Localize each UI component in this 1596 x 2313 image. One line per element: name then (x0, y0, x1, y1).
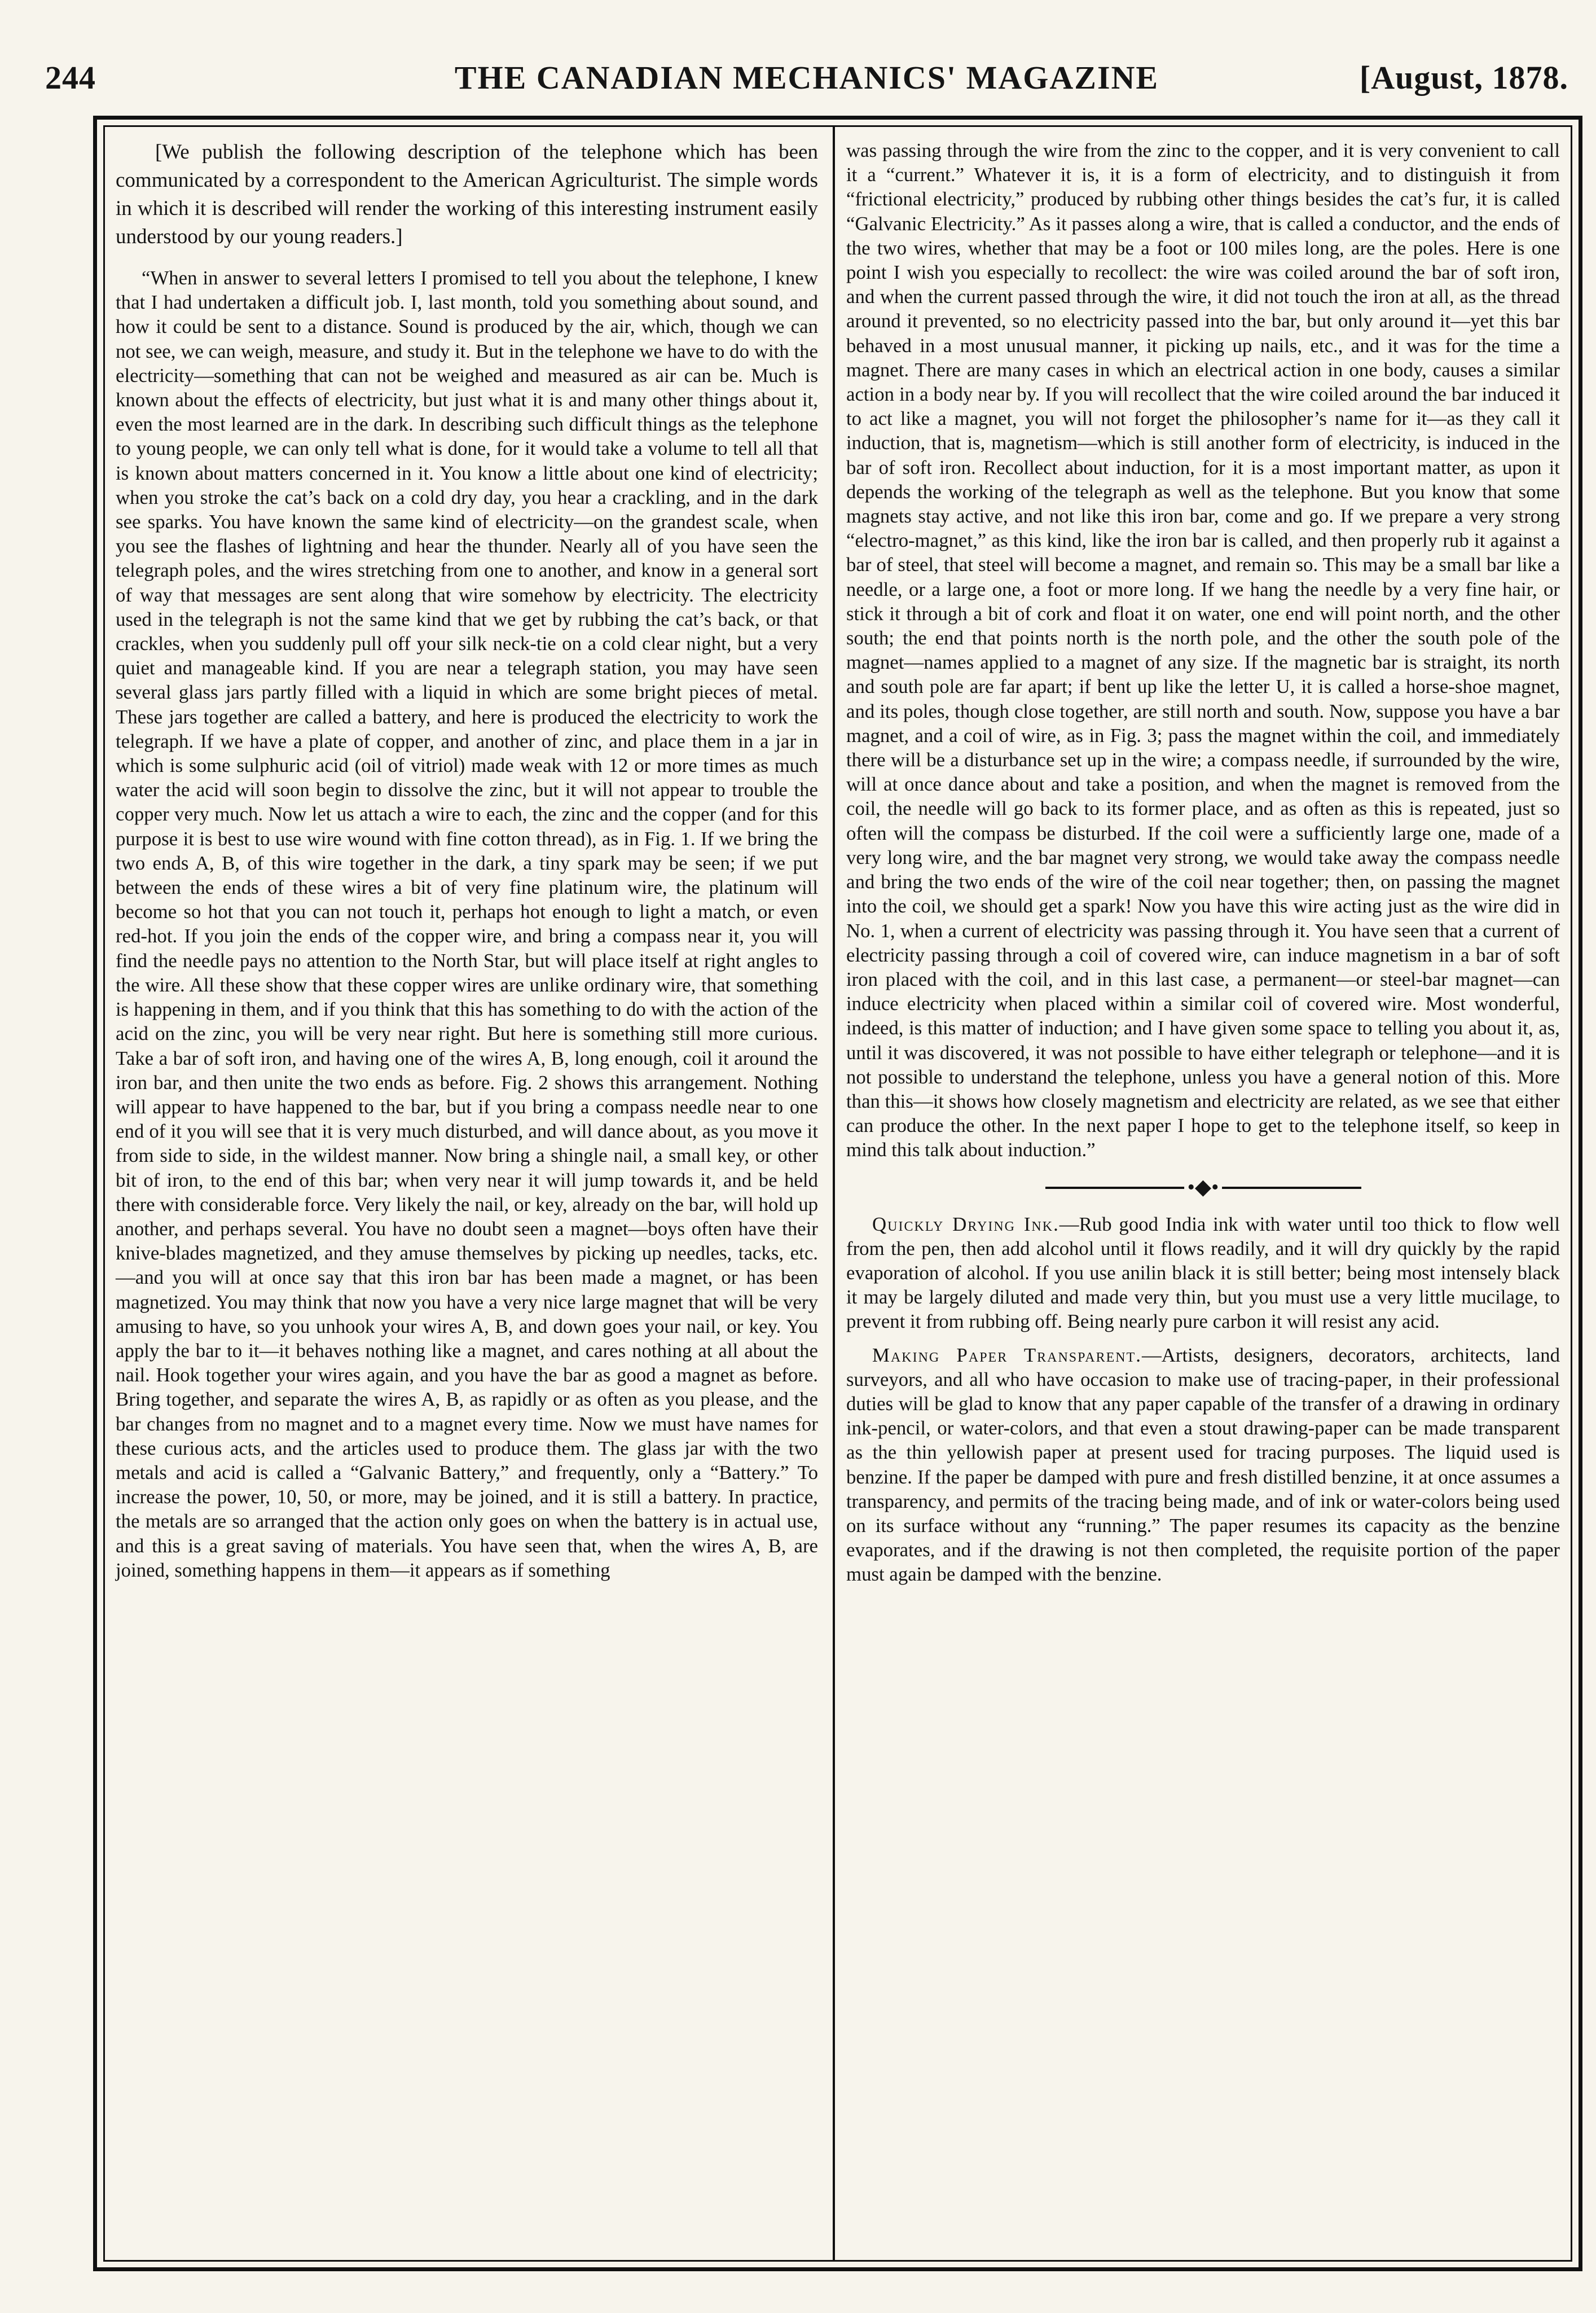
transparent-paper-heading: Making Paper Transparent. (872, 1344, 1142, 1366)
transparent-paper-note (846, 1343, 1560, 1587)
telephone-article-part-2: was passing through the wire from the zinc to the copper, and it is very convenient to call it a “current.” Whatever it is, it is a form of electricity, and to distinguish it from “frictional electricity,” produced by rubbing other things besides the cat’s fur, it is called “Galvanic Electricity.” As it passes along a wire, that is called a conductor, and the ends of the two wires, whether that may be a foot or 100 miles long, are the poles. Here is one point I wish you especially to recollect: the wire was coiled around the bar of soft iron, and when the current passed through the wire, it did not touch the iron at all, as the thread around it prevented, so no electricity passed into the bar, but only around it—yet this bar behaved in a most unusual manner, it picking up nails, etc., and it was for the time a magnet. There are many cases in which an electrical action in one body, causes a similar action in a body near by. If you will recollect that the wire coiled around the bar induced it to act like a magnet, you will not forget the philosopher’s name for it—as they call it induction, that is, magnetism—which is still another form of electricity, is induced in the bar of soft iron. Recollect about induction, for it is a most important matter, as upon it depends the working of the telegraph as well as the telephone. But you know that some magnets stay active, and not like this iron bar, come and go. If we prepare a very strong “electro-magnet,” as this kind, like the iron bar is called, and then properly rub it against a bar of steel, that steel will become a magnet, and remain so. This may be a small bar like a needle, or a large one, a foot or more long. If we hang the needle by a very fine hair, or stick it through a bit of cork and float it on water, one end will point north, and the other south; the end that points north is the north pole, and the other the south pole of the magnet—names applied to a magnet of any size. If the magnetic bar is straight, its north and south pole are far apart; if bent up like the letter U, it is called a horse-shoe magnet, and its poles, though close together, are still north and south. Now, suppose you have a bar magnet, and a coil of wire, as in Fig. 3; pass the magnet within the coil, and immediately there will be a disturbance set up in the wire; a compass needle, if surrounded by the wire, will at once dance about and take a position, and when the magnet is removed from the coil, the needle will go back to its former place, and as often as this is repeated, just so often will the compass be disturbed. If the coil were a sufficiently large one, made of a very long wire, and the bar magnet very strong, we would take away the compass needle and bring the two ends of the wire of the coil near together; then, on passing the magnet into the coil, we should get a spark! Now you have this wire acting just as the wire did in No. 1, when a current of electricity was passing through it. You have seen that a current of electricity passing through a coil of covered wire, can induce magnetism in a bar of soft iron placed with the coil, and in this last case, a permanent—or steel-bar magnet—can induce electricity when placed within a similar coil of covered wire. Most wonderful, indeed, is this matter of induction; and I have given some space to telling you about it, as, until it was discovered, it was not possible to have either telegraph or telephone—and it is not possible to understand the telephone, unless you have a general notion of this. More than this—it shows how closely magnetism and electricity are related, as we see that either can produce the other. In the next paper I hope to get to the telephone itself, so keep in mind this talk about induction.” (846, 139, 1560, 1161)
left-column (116, 138, 818, 1582)
spacer (846, 1334, 1560, 1343)
editor-note: [We publish the following description of the telephone which has been communicated by a correspondent to the American Agriculturist. The simple words in which it is described will render the working of this interesting instrument easily understood by our young readers.] (116, 141, 818, 248)
drying-ink-heading: Quickly Drying Ink. (872, 1213, 1059, 1235)
right-column (846, 138, 1560, 1587)
drying-ink-text: —Rub good India ink with water until too thick to flow well from the pen, then add alcohol until it flows readily, and it will dry quickly by the rapid evaporation of alcohol. If you use anilin black it is still better; being most intensely black it may be largely diluted and made very thin, but you must use a very little mucilage, to prevent it from rubbing off. Being nearly pure carbon it will resist any acid. (846, 1213, 1560, 1333)
column-divider (833, 125, 835, 2262)
magazine-title: THE CANADIAN MECHANICS' MAGAZINE (454, 59, 1159, 96)
drying-ink-note (846, 1212, 1560, 1334)
telephone-article-part-1: “When in answer to several letters I promised to tell you about the telephone, I knew that I had undertaken a difficult job. I, last month, told you something about sound, and how it could be sent to a distance. Sound is produced by the air, which, though we can not see, we can weigh, measure, and study it. But in the telephone we have to do with the electricity—something that can not be weighed and measured as air can be. Much is known about the effects of electricity, but just what it is and many other things about it, even the most learned are in the dark. In describing such difficult things as the telephone to young people, we can only tell what is done, for it would take a volume to tell all that is known about matters concerned in it. You know a little about one kind of electricity; when you stroke the cat’s back on a cold dry day, you hear a crackling, and in the dark see sparks. You have known the same kind of electricity—on the grandest scale, when you see the flashes of lightning and hear the thunder. Nearly all of you have seen the telegraph poles, and the wires stretching from one to another, and know in a general sort of way that messages are sent along that wire somehow by electricity. The electricity used in the telegraph is not the same kind that we get by rubbing the cat’s back, or that crackles, when you suddenly pull off your silk neck-tie on a cold clear night, but a very quiet and manageable kind. If you are near a telegraph station, you may have seen several glass jars partly filled with a liquid in which are some bright pieces of metal. These jars together are called a battery, and here is produced the electricity to work the telegraph. If we have a plate of copper, and another of zinc, and place them in a jar in which is some sulphuric acid (oil of vitriol) made weak with 12 or more times as much water the acid will soon begin to dissolve the zinc, but it will not appear to trouble the copper very much. Now let us attach a wire to each, the zinc and the copper (and for this purpose it is best to use wire wound with fine cotton thread), as in Fig. 1. If we bring the two ends A, B, of this wire together in the dark, a tiny spark may be seen; if we put between the ends of these wires a bit of very fine platinum wire, the platinum will become so hot that you can not touch it, perhaps hot enough to light a match, or even red-hot. If you join the ends of the copper wire, and bring a compass near it, you will find the needle pays no attention to the North Star, but will place itself at right angles to the wire. All these show that these copper wires are unlike ordinary wire, that something is happening in them, and if you think that this has something to do with the action of the acid on the zinc, you will be very near right. But here is something still more curious. Take a bar of soft iron, and having one of the wires A, B, long enough, coil it around the iron bar, and then unite the two ends as before. Fig. 2 shows this arrangement. Nothing will appear to have happened to the bar, but if you bring a compass needle near to one end of it you will see that it is very much disturbed, and will dance about, as you move it from side to side, in the wildest manner. Now bring a shingle nail, a small key, or other bit of iron, to the end of this bar; when very near it will jump towards it, and be held there with considerable force. Very likely the nail, or key, already on the bar, will hold up another, and perhaps several. You have no doubt seen a magnet—boys often have their knive-blades magnetized, and they amuse themselves by picking up needles, tacks, etc.—and you will at once say that this iron bar has been made a magnet, or has been magnetized. You may think that now you have a very nice large magnet that will be very amusing to have, so you unhook your wires A, B, and down goes your nail, or key. You apply the bar to it—it behaves nothing like a magnet, and cares nothing at all about the nail. Hook together your wires again, and you have the bar as good a magnet as before. Bring together, and separate the wires A, B, as rapidly or as often as you please, and the bar changes from no magnet and to a magnet every time. Now we must have names for these curious acts, and the articles used to produce them. The glass jar with the two metals and acid is called a “Galvanic Battery,” and frequently, only a “Battery.” To increase the power, 10, 50, or more, may be joined, and it is still a battery. In practice, the metals are so arranged that the action only goes on when the battery is in actual use, and this is a great saving of materials. You have seen that, when the wires A, B, are joined, something happens in them—it appears as if something (116, 267, 818, 1581)
issue-date: [August, 1878. (1359, 59, 1568, 96)
section-divider (1045, 1175, 1361, 1199)
page-number: 244 (45, 59, 96, 96)
page-header (45, 59, 1568, 104)
transparent-paper-text: —Artists, designers, decorators, architects, land surveyors, and all who have occasion to make use of tracing-paper, in their professional duties will be glad to know that any paper capable of the transfer of a drawing in ordinary ink-pencil, or water-colors, and that even a stout drawing-paper can be made transparent as the thin yellowish paper at present used for tracing purposes. The liquid used is benzine. If the paper be damped with pure and fresh distilled benzine, it at once assumes a transparency, and permits of the tracing being made, and of ink or water-colors being used on its surface without any “running.” The paper resumes its capacity as the benzine evaporates, and if the drawing is not then completed, the requisite portion of the paper must again be damped with the benzine. (846, 1344, 1560, 1586)
divider-ornament-icon: •◆• (1184, 1176, 1223, 1199)
